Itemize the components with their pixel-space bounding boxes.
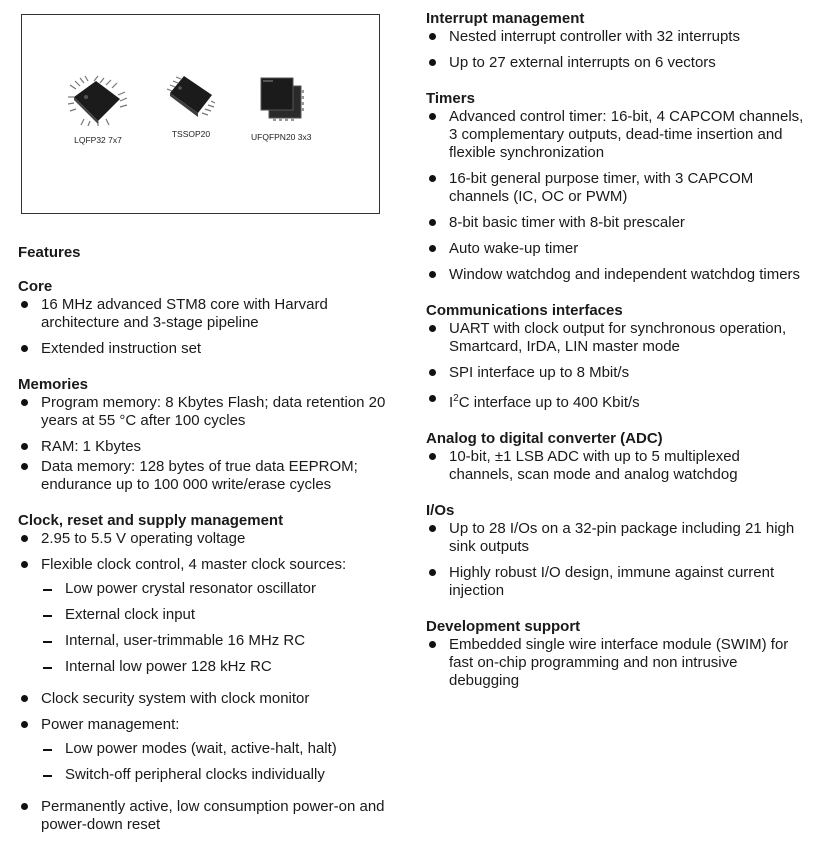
list-item: Program memory: 8 Kbytes Flash; data retention 20 years at 55 °C after 100 cycles [18,394,398,430]
list-item [18,556,398,676]
list-item: Window watchdog and independent watchdog timers [426,266,806,284]
list-item: SPI interface up to 8 Mbit/s [426,364,806,382]
sub-list [41,740,398,784]
package-illustration-box [21,14,380,214]
list-item: 16 MHz advanced STM8 core with Harvard architecture and 3-stage pipeline [18,296,398,332]
left-column [18,244,398,851]
list-item: 16-bit general purpose timer, with 3 CAPCOM channels (IC, OC or PWM) [426,170,806,206]
list-item: Permanently active, low consumption power-on and power-down reset [18,798,398,834]
list-item: UART with clock output for synchronous operation, Smartcard, IrDA, LIN master mode [426,320,806,356]
section-title: Core [18,278,53,295]
lqfp32-chip-icon [66,75,130,127]
list-item: Embedded single wire interface module (SWIM) for fast on-chip programming and non intrusive debugging [426,636,806,690]
sub-list-item: External clock input [41,606,398,624]
list-item: 2.95 to 5.5 V operating voltage [18,530,398,548]
package-label: LQFP32 7x7 [74,135,122,145]
section-title: I/Os [426,502,455,519]
list-item: Auto wake-up timer [426,240,806,258]
interrupt-section [426,9,806,72]
list-item [18,716,398,784]
section-title: Development support [426,618,581,635]
timers-section [426,89,806,284]
list-item-text: Flexible clock control, 4 master clock sources: [41,556,347,573]
ufqfpn20-chip-icon [257,76,305,124]
features-heading: Features [18,244,81,261]
package-tssop20 [166,73,216,139]
comms-section [426,301,806,412]
section-title: Communications interfaces [426,302,623,319]
list-item: Highly robust I/O design, immune against current injection [426,564,806,600]
list-item: Data memory: 128 bytes of true data EEPROM; endurance up to 100 000 write/erase cycles [18,458,398,494]
section-title: Interrupt management [426,10,585,27]
package-lqfp32 [66,75,130,145]
tssop20-chip-icon [166,73,216,121]
list-item: Advanced control timer: 16-bit, 4 CAPCOM channels, 3 complementary outputs, dead-time insertion and flexible synchronization [426,108,806,162]
adc-section [426,429,806,484]
ios-section [426,501,806,600]
sub-list-item: Low power modes (wait, active-halt, halt) [41,740,398,758]
package-ufqfpn20 [251,76,311,142]
clock-section [18,511,398,834]
list-item: Up to 28 I/Os on a 32-pin package including 21 high sink outputs [426,520,806,556]
sub-list-item: Low power crystal resonator oscillator [41,580,398,598]
sub-list-item: Internal low power 128 kHz RC [41,658,398,676]
list-item: 8-bit basic timer with 8-bit prescaler [426,214,806,232]
i2c-prefix: I [449,394,454,411]
sub-list-item: Switch-off peripheral clocks individually [41,766,398,784]
list-item: Clock security system with clock monitor [18,690,398,708]
i2c-superscript: 2 [453,393,459,404]
list-item: 10-bit, ±1 LSB ADC with up to 5 multiplexed channels, scan mode and analog watchdog [426,448,806,484]
list-item: Up to 27 external interrupts on 6 vectors [426,54,806,72]
list-item: Nested interrupt controller with 32 interrupts [426,28,806,46]
dev-section [426,617,806,690]
section-title: Clock, reset and supply management [18,512,284,529]
list-item: RAM: 1 Kbytes [18,438,398,456]
sub-list [41,580,398,676]
section-title: Timers [426,90,475,107]
memories-section [18,375,398,494]
section-title: Memories [18,376,89,393]
core-section [18,277,398,358]
section-title: Analog to digital converter (ADC) [426,430,663,447]
list-item-text: Power management: [41,716,180,733]
sub-list-item: Internal, user-trimmable 16 MHz RC [41,632,398,650]
list-item: Extended instruction set [18,340,398,358]
package-label: TSSOP20 [171,129,211,139]
package-label: UFQFPN20 3x3 [251,132,312,142]
list-item [426,390,806,412]
right-column [426,9,806,707]
i2c-rest: C interface up to 400 Kbit/s [458,394,640,411]
